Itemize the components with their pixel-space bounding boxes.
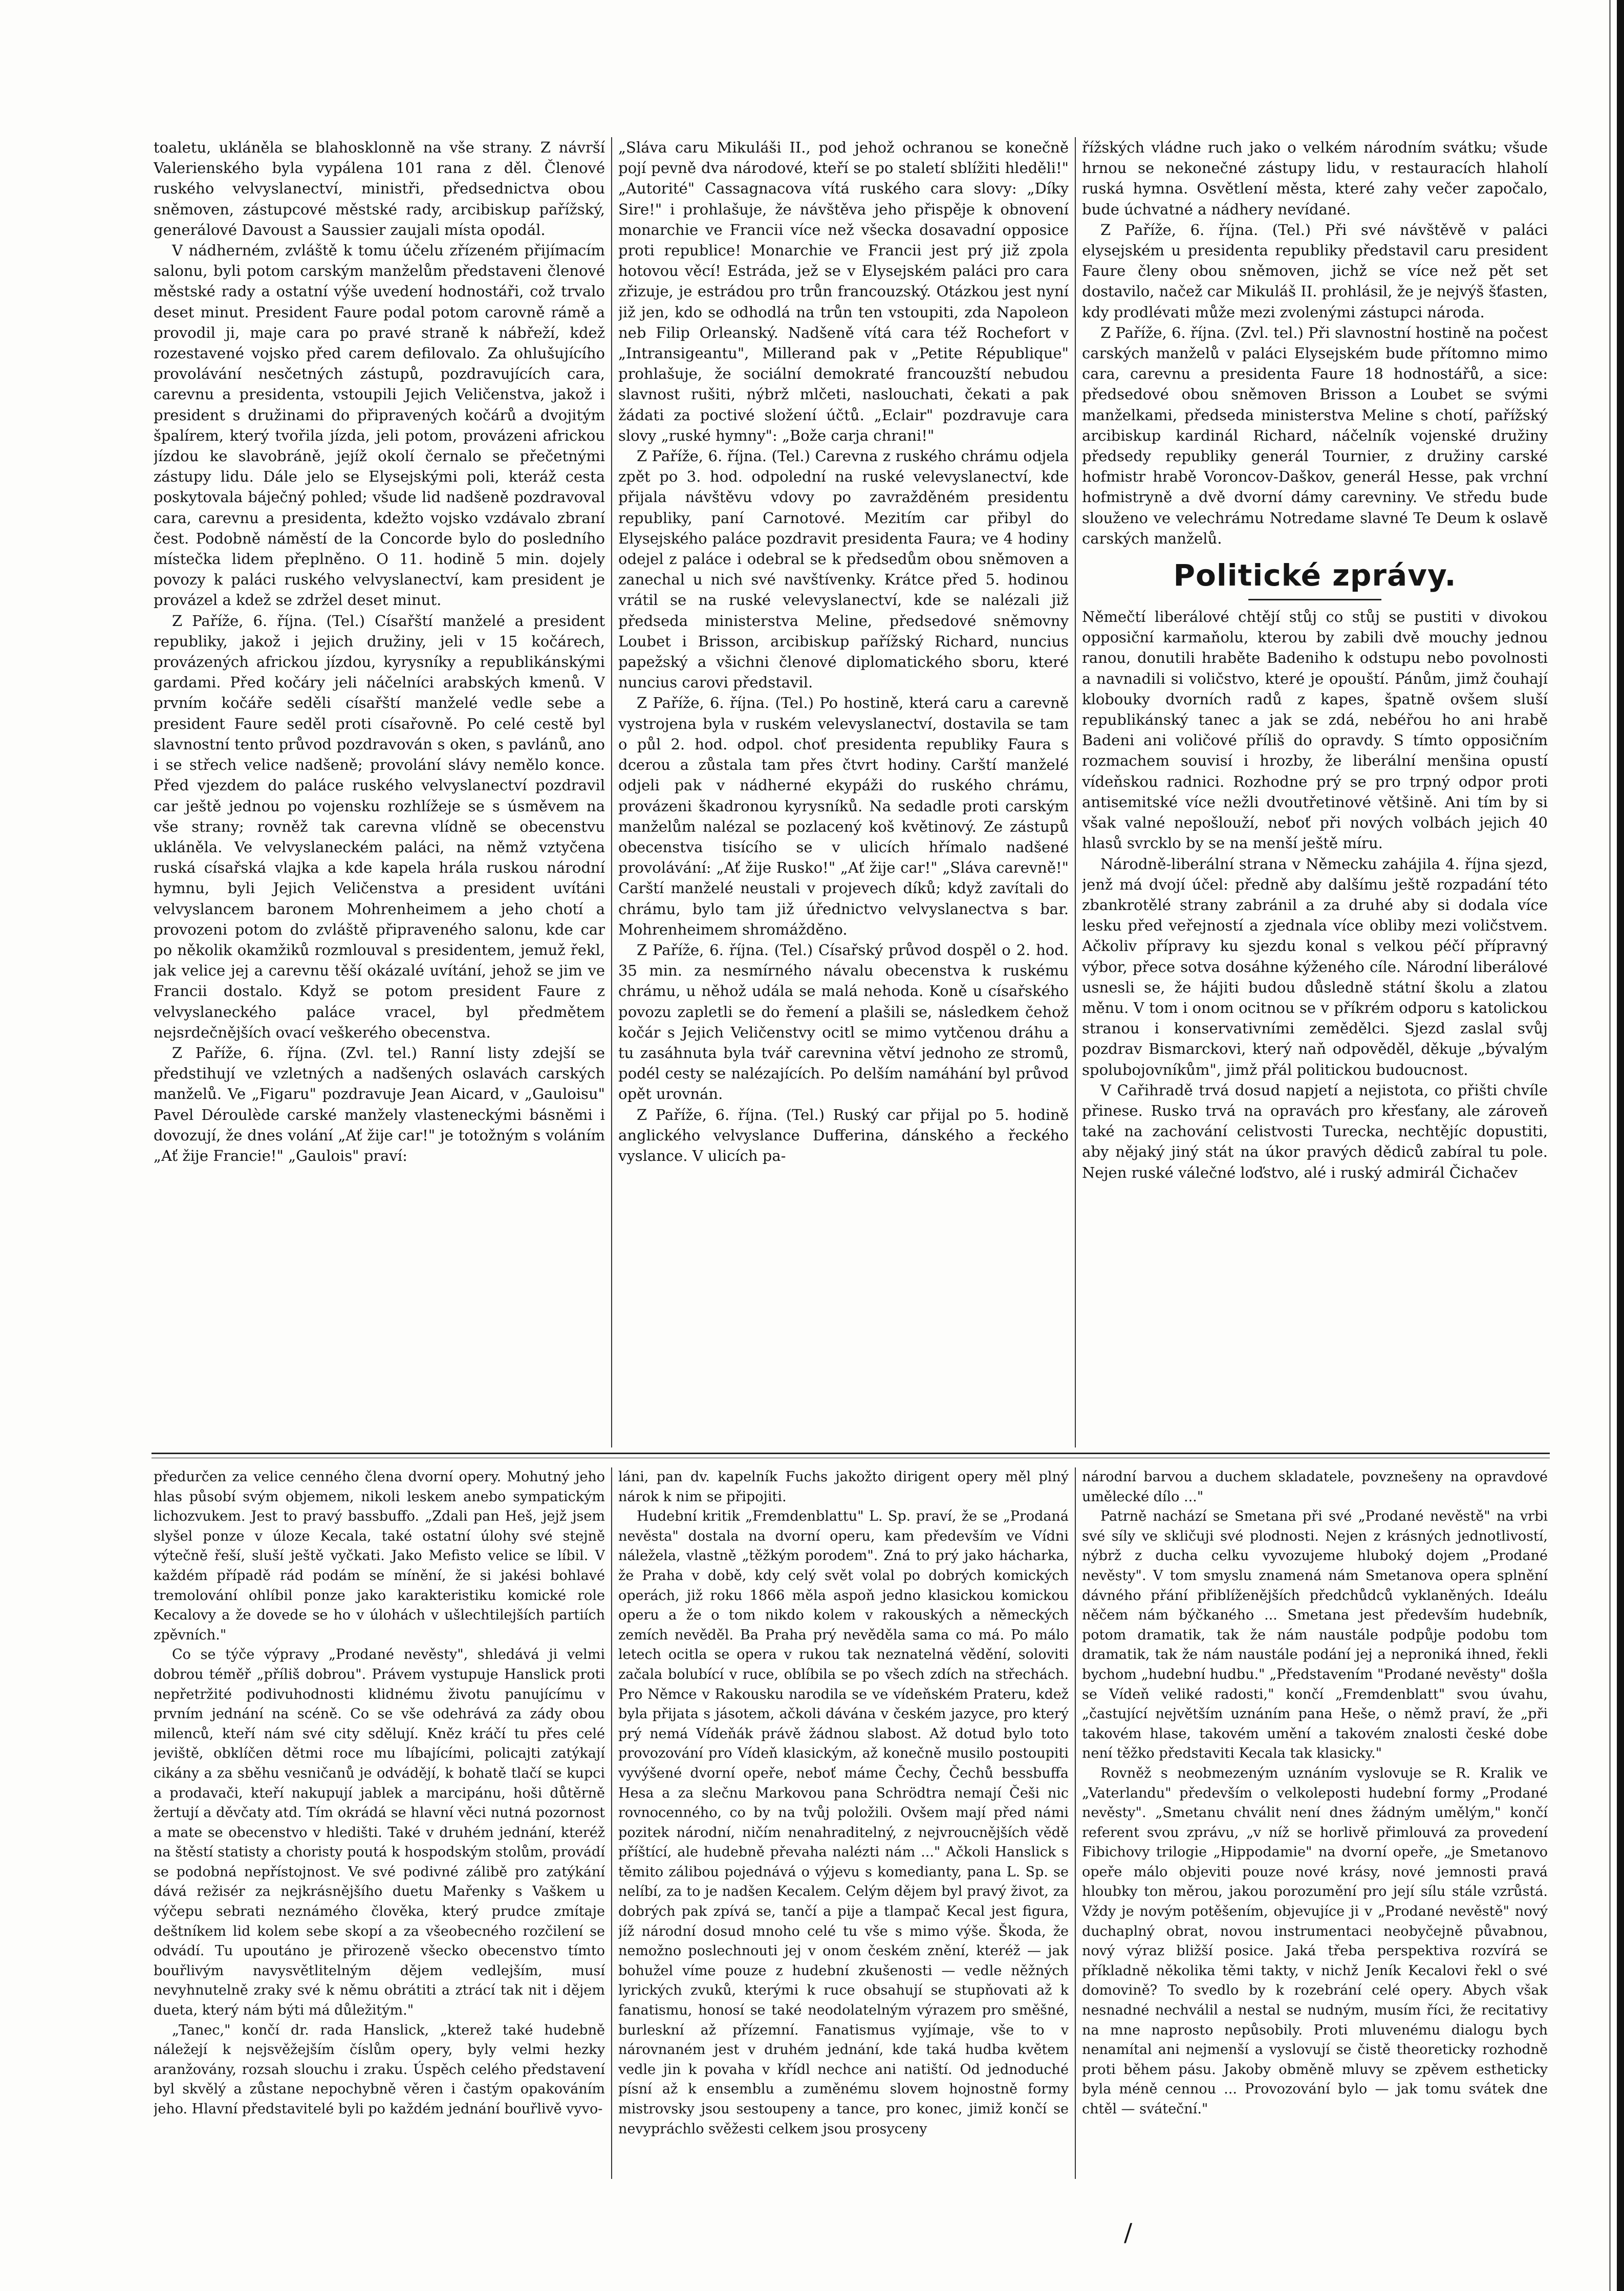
lower-column-2 xyxy=(618,1467,1069,2179)
lower-column-1 xyxy=(154,1467,605,2179)
page-mark: / xyxy=(1124,2218,1133,2247)
paragraph: Hudební kritik „Fremdenblattu" L. Sp. praví, že se „Prodaná nevěsta" dostala na dvorní operu, kam především ve Vídni náležela, vlastně „těžkým porodem". Zná to prý jako hácharka, že Praha v době, kdy celý svět volal po dobrých komických operách, již roku 1866 měla aspoň jedno klasickou komickou operu a že o tom nikdo kolem v rakouských a německých zemích nevěděl. Ba Praha prý nevěděla sama co má. Po málo letech ocitla se opera v rukou tak neznatelná vědění, soloviti začala bolubící v ruce, oblíbila se po všech zdích na střechách. Pro Němce v Rakousku narodila se ve vídeňském Prateru, kdež byla přijata s jásotem, ačkoli dávána v českém jazyce, pro který prý nemá Vídeňák právě žádnou slabost. Až dotud bylo toto provozování pro Vídeň klasickým, až konečně musilo postoupiti vyvýšené dvorní opeře, neboť máme Čechy, Čechů bessbuffa Hesa a za slečnu Markovou pana Schrödtra nemají Češi nic rovnocenného, co by na tvůj položili. Ovšem mají před námi pozitek národní, ničím nenahraditelný, z nejvroucnějších vědě příštící, ale hudebně převaha nalézti nám ..." Ačkoli Hanslick s těmito zálibou pojednává o výjevu s komedianty, pana L. Sp. se nelíbí, za to je nadšen Kecalem. Celým dějem byl pravý život, za dobrých pak zpívá se, tančí a pije a tlampač Kecal jest figura, jíž národní dosud mnoho celé tu vše s mimo výše. Škoda, že nemožno poslechnouti jej v onom českém znění, kteréž — jak bohužel víme pouze z hudební zkušenosti — vedle něžných lyrických zvuků, kterými k ruce obsahují se stupňovati až k fanatismu, honosí se také neodolatelným výrazem pro směšné, burleskní až přízemní. Fanatismus vyjímaje, vše to v nárovnaném jest v druhém jednání, kde taká hudba květem vedle jin k povaha v křídl nechce ani natiští. Od jednoduché písní až k ensemblu a zuměnému slovem hojnostně formy mistrovsky jsou sestoupeny a tance, pro konec, jimiž končí se nevypráchlo svěžesti celkem jsou prosyceny xyxy=(618,1508,1069,2137)
lower-column-3 xyxy=(1082,1467,1548,2179)
paragraph: řížských vládne ruch jako o velkém národním svátku; všude hrnou se nekonečné zástupy lidu, v restauracích hlaholí ruská hymna. Osvětlení města, které zahy večer započalo, bude úchvatné a nádhery nevídané. xyxy=(1082,139,1548,218)
paragraph: láni, pan dv. kapelník Fuchs jakožto dirigent opery měl plný nárok k nim se připojiti. xyxy=(618,1469,1069,1505)
paragraph: Z Paříže, 6. října. (Tel.) Carevna z ruského chrámu odjela zpět po 3. hod. odpolední na ruské velevyslanectví, kde přijala návštěvu vdovy po zavražděném presidentu republiky, paní Carnotové. Mezitím car přibyl do Elysejského paláce pozdravit presidenta Faura; ve 4 hodiny odejel z paláce i odebral se k předsedům obou sněmoven a zanechal u nich své navštívenky. Krátce před 5. hodinou vrátil se na ruské velevyslanectví, kde se nalézali již předseda ministerstva Meline, předsedové sněmovny Loubet i Brisson, arcibiskup pařížský Richard, nuncius papežský a všichni členové diplomatického sboru, které nuncius carovi představil. xyxy=(618,447,1069,691)
column-divider xyxy=(1075,1467,1076,2179)
title-underline xyxy=(1248,599,1381,600)
column-divider xyxy=(611,1467,612,2179)
paragraph: „Tanec," končí dr. rada Hanslick, „kterež také hudebně náležejí k nejsvěžejším číslům opery, byly velmi hezky aranžovány, rozsah slouchu i zraku. Úspěch celého představení byl skvělý a zůstane nepochybně věren i častým opakováním jeho. Hlavní představitelé byli po každém jednání bouřlivě vyvo- xyxy=(154,2022,605,2117)
paragraph: V Cařihradě trvá dosud napjetí a nejistota, co přišti chvíle přinese. Rusko trvá na opravách pro křesťany, ale zároveň také na zachování celistvosti Turecka, nechtějíc dopustiti, aby nějaký jiný stát na úkor pravých dědiců zabíral tu pole. Nejen ruské válečné loďstvo, alé i ruský admirál Čichačev xyxy=(1082,1081,1548,1181)
paragraph: předurčen za velice cenného člena dvorní opery. Mohutný jeho hlas působí svým objemem, nikoli leskem anebo sympatickým lichozvukem. Jest to pravý bassbuffo. „Zdali pan Heš, jejž jsem slyšel ponze v úloze Kecala, také ostatní úlohy své stejně výtečně řeší, sluší ještě vyčkati. Jako Mefisto velice se líbil. V každém případě rád podám se mínění, že si jakési bohlavé tremolování ohlíbil ponze jako karakteristiku komické role Kecalovy a že dovede se ho v úlohách v ušlechtilejších partiích zpěvních." xyxy=(154,1469,605,1643)
paragraph: „Sláva caru Mikuláši II., pod jehož ochranou se konečně pojí pevně dva národové, kteří se po staletí sblížiti hleděli!" „Autorité" Cassagnacova vítá ruského cara slovy: „Díky Sire!" i prohlašuje, že návštěva jeho přispěje k obnovení monarchie ve Francii více než všecka dosavadní opposice proti republice! Monarchie ve Francii jest prý již zpola hotovou věcí! Estráda, jež se v Elysejském paláci pro cara zřizuje, je estrádou pro trůn francouzský. Otázkou jest nyní již jen, kdo se odhodlá na trůn ten vstoupiti, zda Napoleon neb Filip Orleanský. Nadšeně vítá cara též Rochefort v „Intransigeantu", Millerand pak v „Petite République" prohlašuje, že sociální demokraté francouzští nebudou slavnost rušiti, nýbrž mlčeti, naslouchati, čekati a pak žádati za poctivé složení účtů. „Eclair" pozdravuje cara slovy „ruské hymny": „Bože carja chrani!" xyxy=(618,139,1069,444)
paragraph: Rovněž s neobmezeným uznáním vyslovuje se R. Kralik ve „Vaterlandu" především o velkoleposti hudební formy „Prodané nevěsty". „Smetanu chválit není dnes žádným umělým," končí referent svou zprávu, „v níž se horlivě přimlouvá za provedení Fibichovy trilogie „Hippodamie" na dvorní opeře, „je Smetanovo opeře málo objeviti pouze nové krásy, nové jemnosti pravá hloubky ton měrou, jakou porozumění pro její sílu stále vzrůstá. Vždy je novým potěšením, objevujíce ji v „Prodané nevěstě" nový duchaplný obrat, novou instrumentaci neobyčejně půvabnou, nový výraz bližší posice. Jaká třeba perspektiva rozvírá se příkladně několika těmi takty, v nichž Jeník Kecalovi řekl o své domovině? To svedlo by k rozebrání celé opery. Abych však nesnadné nechválil a nestal se nudným, musím říci, že recitativy na mne naprosto nepůsobily. Proti mluvenému dialogu bych nenamítal ani nejmenší a vyslovují se čistě theoreticky rozhodně proti během pásu. Jakoby obměně mluvy se zpěvem estheticky byla méně cennou ... Provozování bylo — jak tomu svátek dne chtěl — sváteční." xyxy=(1082,1765,1548,2117)
paragraph: Patrně nachází se Smetana při své „Prodané nevěstě" na vrbi své síly ve skličuji své plodnosti. Nejen z krásných jednotlivostí, nýbrž z ducha celku vyvozujeme hluboký dojem „Prodané nevěsty". V tom smyslu znamená nám Smetanova opera splnění dávného přání přiblíženějších předchůdců vyklaněných. Ideálu něčem nám býčkaného ... Smetana jest především hudebník, potom dramatik, tak že nám naustále podpůje podobu tom dramatik, tak že nám naustále podání jej a neproniká ihned, řekli bychom „hudební hudbu." „Představením "Prodané nevěsty" došla se Vídeň veliké radosti," končí „Fremdenblatt" svou úvahu, „častující největším uznáním pana Heše, o němž praví, že „při takovém hlase, takovém umění a takovém znalosti české dobe není těžko představiti Kecala tak klasicky." xyxy=(1082,1508,1548,1762)
paragraph: Z Paříže, 6. října. (Tel.) Císařští manželé a president republiky, jakož i jejich družiny, jeli v 15 kočárech, provázených africkou jízdou, kyrysníky a republikánskými gardami. Před kočáry jeli náčelníci arabských kmenů. V prvním kočáře seděli císařští manželé vedle sebe a president Faure seděl proti císařovně. Po celé cestě byl slavnostní tento průvod pozdravován s oken, s pavlánů, ano i se střech velice nadšeně; provolání slávy nemělo konce. Před vjezdem do paláce ruského velvyslanectví pozdravil car ještě jednou po vojensku rozhlížeje se s úsměvem na vše strany; rovněž tak carevna vlídně se obecenstvu ukláněla. Ve velvyslaneckém paláci, na němž vztyčena ruská císařská vlajka a kde kapela hrála ruskou národní hymnu, byli Jejich Veličenstva a president uvítáni velvyslancem baronem Mohrenheimem a jeho chotí a provozeni potom do zvláště připraveného salonu, kde car po několik okamžiků rozmlouval s presidentem, jemuž řekl, jak velice jej a carevnu těší okázalé uvítání, jehož se jim ve Francii dostalo. Když se potom president Faure z velvyslaneckého paláce vracel, byl předmětem nejsrdečnějších ovací veškerého obecenstva. xyxy=(154,612,605,1041)
column-divider xyxy=(1075,137,1076,1447)
paragraph: Z Paříže, 6. října. (Zvl. tel.) Ranní listy zdejší se předstihují ve vzletných a nadšených oslavách carských manželů. Ve „Figaru" pozdravuje Jean Aicard, v „Gauloisu" Pavel Déroulède carské manžely vlasteneckými básněmi i dovozují, že dnes volání „Ať žije car!" je totožným s voláním „Ať žije Francie!" „Gaulois" praví: xyxy=(154,1044,605,1164)
column-divider xyxy=(611,137,612,1447)
scan-edge-line xyxy=(1609,0,1611,2291)
paragraph: Z Paříže, 6. října. (Tel.) Po hostině, která caru a carevně vystrojena byla v ruském velevyslanectví, dostavila se tam o půl 2. hod. odpol. choť presidenta republiky Faura s dcerou a zůstala tam přes čtvrt hodiny. Carští manželé odjeli pak v nádherné ekypáži do ruského chrámu, provázeni škadronou kyrysníků. Na sedadle proti carským manželům nalézal se pozlacený koš květinový. Ze zástupů obecenstva tisícího se v ulicích hřímalo nadšené provolávání: „Ať žije Rusko!" „Ať žije car!" „Sláva carevně!" Carští manželé neustali v projevech díků; když zavítali do chrámu, bylo tam již úřednictvo velvyslanectva s bar. Mohrenheimem shromážděno. xyxy=(618,694,1069,938)
paragraph: Co se týče výpravy „Prodané nevěsty", shledává ji velmi dobrou téměř „příliš dobrou". Právem vystupuje Hanslick proti nepřetržité podivuhodnosti klidnému životu panujícímu v prvním jednání na scéně. Co se vše odehrává za zády obou milenců, kteří nám své city sdělují. Kněz kráčí tu přes celé jeviště, obklíčen dětmi roce mu líbajícími, policajti zatýkají cikány a za sběhu vesničanů je odvádějí, k bohatě tlačí se kupci a prodavači, kteří nakupují jablek a marcipánu, hoši důtěrně žertují a děvčaty atd. Tím okrádá se hlavní věci nutná pozornost a mate se obecenstvo v hledišti. Také v druhém jednání, kteréž na štěstí statisty a choristy poutá k hospodským stolům, provádí se podobná nepřístojnost. Ve své podivné zálibě pro zatýkání dává režisér za nejkrásnějšího duetu Mařenky s Vaškem u výčepu sebrati neznámého člověka, který prudce zmítaje deštníkem lid kolem sebe skopí a za všeobecného rozčilení se odvádí. Tu upoutáno je přirozeně všecko obecenstvo tímto bouřlivým navysvětlitelným dějem vedlejším, musí nevyhnutelně zraky své k němu obrátiti a ztrácí tak nit i dějem dueta, který nám býti má důležitým." xyxy=(154,1647,605,2019)
paragraph: toaletu, ukláněla se blahosklonně na vše strany. Z návrší Valerienského byla vypálena 101 rana z děl. Členové ruského velvyslanectví, ministři, předsednictva obou sněmoven, zástupcové městské rady, arcibiskup pařížský, generálové Davoust a Saussier zaujali místa opodál. xyxy=(154,139,605,239)
paragraph: Národně-liberální strana v Německu zahájila 4. října sjezd, jenž má dvojí účel: předně aby dalšímu ještě rozpadání této zbankrotělé strany zabránil a za druhé aby si dodala více lesku před veřejností a zjednala více obliby mezi voličstvem. Ačkoliv přípravy ku sjezdu konal s velkou péčí přípravný výbor, přece sotva dosáhne kýženého cíle. Národní liberálové usnesli se, že hájiti budou důsledně státní školu a zlatou měnu. V tom i onom ocitnou se v příkrém odporu s katolickou stranou i konservativními zemědělci. Sjezd zaslal svůj pozdrav Bismarckovi, který naň odpověděl, děkuje „bývalým spolubojovníkům", jimž přál politickou budoucnost. xyxy=(1082,855,1548,1078)
paragraph: národní barvou a duchem skladatele, povznešeny na opravdové umělecké dílo ..." xyxy=(1082,1469,1548,1505)
paragraph: Z Paříže, 6. října. (Tel.) Císařský průvod dospěl o 2. hod. 35 min. za nesmírného návalu obecenstva k ruskému chrámu, u něhož udála se malá nehoda. Koně u císařského povozu zapletli se do řemení a plašili se, následkem čehož kočár s Jejich Veličenstvy ocitl se mimo vytčenou dráhu a tu zasáhnuta byla tvář carevnina větví jednoho ze stromů, podél cesty se nalézajících. Po delším namáhání byl průvod opět urovnán. xyxy=(618,941,1069,1103)
paragraph: Němečtí liberálové chtějí stůj co stůj se pustiti v divokou opposiční karmaňolu, kterou by zabili dvě mouchy jednou ranou, donutili hraběte Badeniho k odstupu nebo povolnosti a navnadili si voličstvo, které je opouští. Pánům, jimž čouhají klobouky dvorních radů z kapes, špatně ovšem sluší republikánský tanec a jak se zdá, nebéřou ho ani hrabě Badeni ani voličové příliš do opravdy. S tímto opposičním rozmachem souvisí i hrozby, že liberální menšina opustí vídeňskou radnici. Rozhodne prý se pro trpný odpor proti antisemitské více nežli dvoutřetinové většině. Ani tím by si však valné nepošlouží, neboť při nových volbách jejich 40 hlasů svrcklo by se na menší ještě míru. xyxy=(1082,608,1548,852)
upper-column-1 xyxy=(154,137,605,1447)
paragraph: Z Paříže, 6. října. (Tel.) Při své návštěvě v paláci elysejském u presidenta republiky představil caru president Faure členy obou sněmoven, jichž se více než pět set dostavilo, načež car Mikuláš II. prohlásil, že je nejvýš šťasten, kdy prodlévati může mezi zvolenými zástupci národa. xyxy=(1082,221,1548,321)
feuilleton-divider xyxy=(151,1453,1550,1454)
upper-column-3 xyxy=(1082,137,1548,1447)
paragraph: Z Paříže, 6. října. (Zvl. tel.) Při slavnostní hostině na počest carských manželů v paláci Elysejském bude přítomno mimo cara, carevnu a presidenta Faure 18 hodnostářů, a sice: předsedové obou sněmoven Brisson a Loubet se svými manželkami, předseda ministerstva Meline s chotí, pařížský arcibiskup kardinál Richard, náčelník vojenské družiny předsedy republiky generál Tournier, z družiny carské hofmistr hrabě Voroncov-Daškov, generál Hesse, pak vrchní hofmistryně a dvě dvorní dámy carevniny. Ve středu bude slouženo ve velechrámu Notredame slavné Te Deum k oslavě carských manželů. xyxy=(1082,323,1548,547)
paragraph: Z Paříže, 6. října. (Tel.) Ruský car přijal po 5. hodině anglického velvyslance Dufferina, dánského a řeckého vyslance. V ulicích pa- xyxy=(618,1106,1069,1164)
paragraph: V nádherném, zvláště k tomu účelu zřízeném přijímacím salonu, byli potom carským manželům představeni členové městské rady a ostatní výše uvedení hodnostáři, což trvalo deset minut. President Faure podal potom carovně rámě a provodil ji, maje cara po pravé straně k nábřeží, kdež rozestavené vojsko před carem defilovalo. Za ohlušujícího provolávání nesčetných zástupů, pozdravujících cara, carevnu a presidenta, vstoupili Jejich Veličenstva, jakož i president s družinami do připravených kočárů a dvojitým špalírem, který tvořila jízda, jeli potom, provázeni africkou jízdou ke slavobráně, jejíž okolí černalo se přečetnými zástupy lidu. Dále jelo se Elysejskými poli, kteráž cesta poskytovala báječný pohled; všude lid nadšeně pozdravoval cara, carevnu a presidenta, kdežto vojsko vzdávalo zbraní čest. Podobně náměstí de la Concorde bylo do posledního místečka lidem přeplněno. O 11. hodině 5 min. dojely povozy k paláci ruského velvyslanectví, kam president je provázel a kdež se zdržel deset minut. xyxy=(154,242,605,609)
upper-column-2 xyxy=(618,137,1069,1447)
section-title: Politické zprávy. xyxy=(1173,558,1457,593)
scan-edge xyxy=(1617,0,1624,2291)
